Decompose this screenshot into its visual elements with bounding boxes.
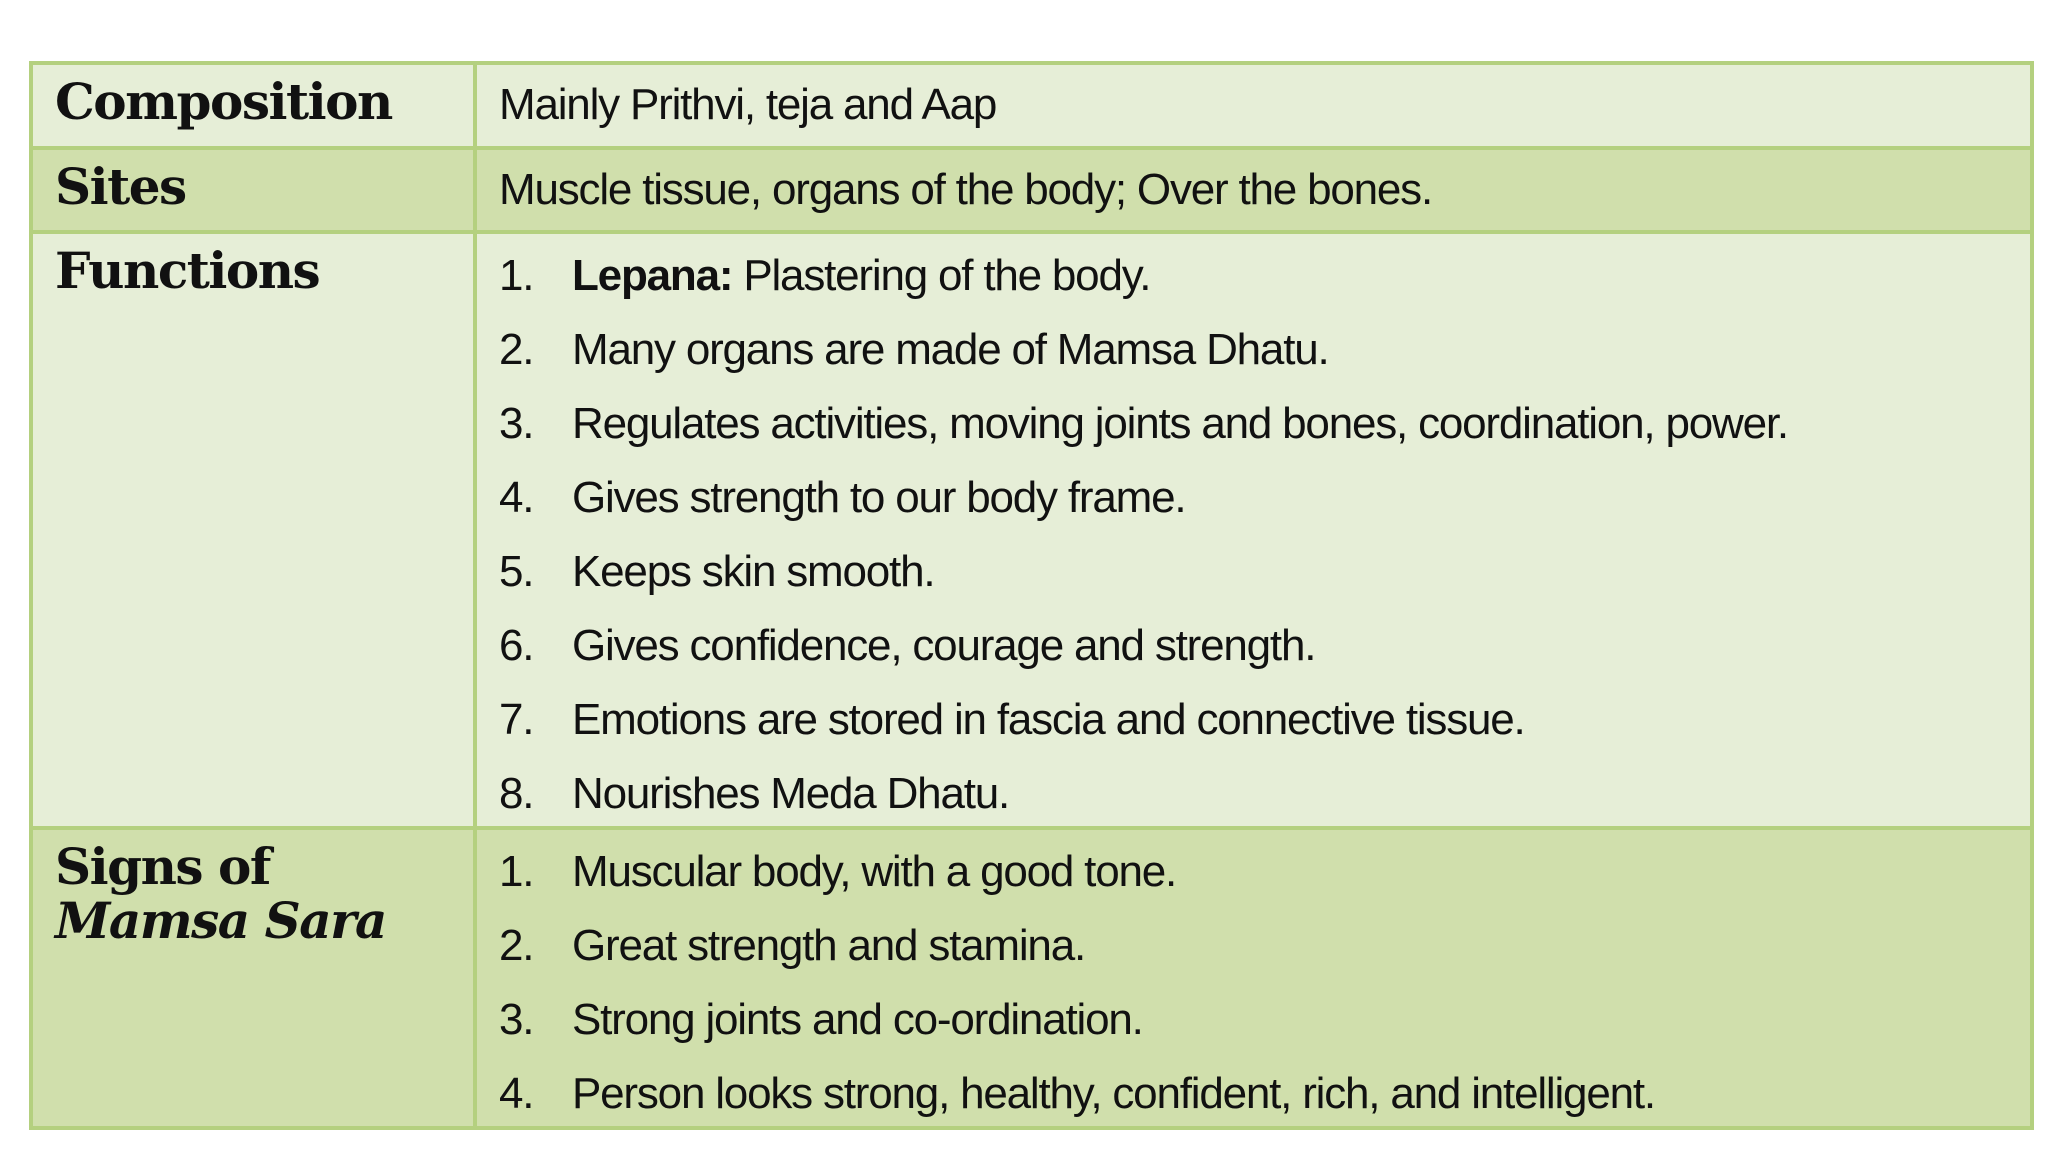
list-text: Muscular body, with a good tone. — [572, 847, 1177, 896]
functions-list-item — [499, 544, 2030, 618]
functions-label: Functions — [33, 234, 473, 826]
signs-list-item — [499, 844, 2030, 918]
list-text: Many organs are made of Mamsa Dhatu. — [572, 325, 1329, 374]
functions-list-item — [499, 692, 2030, 766]
functions-list-item — [499, 618, 2030, 692]
sites-value: Muscle tissue, organs of the body; Over the bones. — [477, 150, 2030, 230]
signs-cell — [477, 830, 2030, 1126]
list-text: Plastering of the body. — [732, 251, 1151, 300]
list-number: 7. — [499, 695, 534, 744]
list-text: Keeps skin smooth. — [572, 547, 935, 596]
list-number: 1. — [499, 847, 534, 896]
functions-list-item — [499, 470, 2030, 544]
list-text: Gives strength to our body frame. — [572, 473, 1186, 522]
functions-list-item — [499, 766, 2030, 826]
list-number: 5. — [499, 547, 534, 596]
list-text: Nourishes Meda Dhatu. — [572, 769, 1010, 818]
composition-value: Mainly Prithvi, teja and Aap — [477, 65, 2030, 146]
list-text: Person looks strong, healthy, confident, rich, and intelligent. — [572, 1069, 1655, 1118]
list-number: 8. — [499, 769, 534, 818]
list-number: 4. — [499, 473, 534, 522]
functions-list-item — [499, 396, 2030, 470]
list-number: 6. — [499, 621, 534, 670]
list-number: 3. — [499, 995, 534, 1044]
sites-label: Sites — [33, 150, 473, 230]
functions-list-item — [499, 248, 2030, 322]
list-number: 2. — [499, 325, 534, 374]
mamsa-dhatu-table — [29, 61, 2034, 1130]
signs-label-prefix: Signs of — [55, 837, 270, 896]
list-term: Lepana: — [572, 251, 733, 300]
list-text: Strong joints and co-ordination. — [572, 995, 1143, 1044]
signs-label — [33, 830, 473, 1126]
functions-list-item — [499, 322, 2030, 396]
list-text: Great strength and stamina. — [572, 921, 1086, 970]
functions-list — [477, 234, 2030, 826]
list-number: 1. — [499, 251, 534, 300]
signs-list — [477, 830, 2030, 1126]
list-number: 3. — [499, 399, 534, 448]
functions-cell — [477, 234, 2030, 826]
list-number: 2. — [499, 921, 534, 970]
signs-list-item — [499, 1066, 2030, 1126]
signs-list-item — [499, 992, 2030, 1066]
signs-list-item — [499, 918, 2030, 992]
composition-label: Composition — [33, 65, 473, 146]
list-number: 4. — [499, 1069, 534, 1118]
signs-label-term: Mamsa Sara — [55, 891, 386, 950]
list-text: Emotions are stored in fascia and connective tissue. — [572, 695, 1525, 744]
list-text: Regulates activities, moving joints and bones, coordination, power. — [572, 399, 1788, 448]
list-text: Gives confidence, courage and strength. — [572, 621, 1316, 670]
